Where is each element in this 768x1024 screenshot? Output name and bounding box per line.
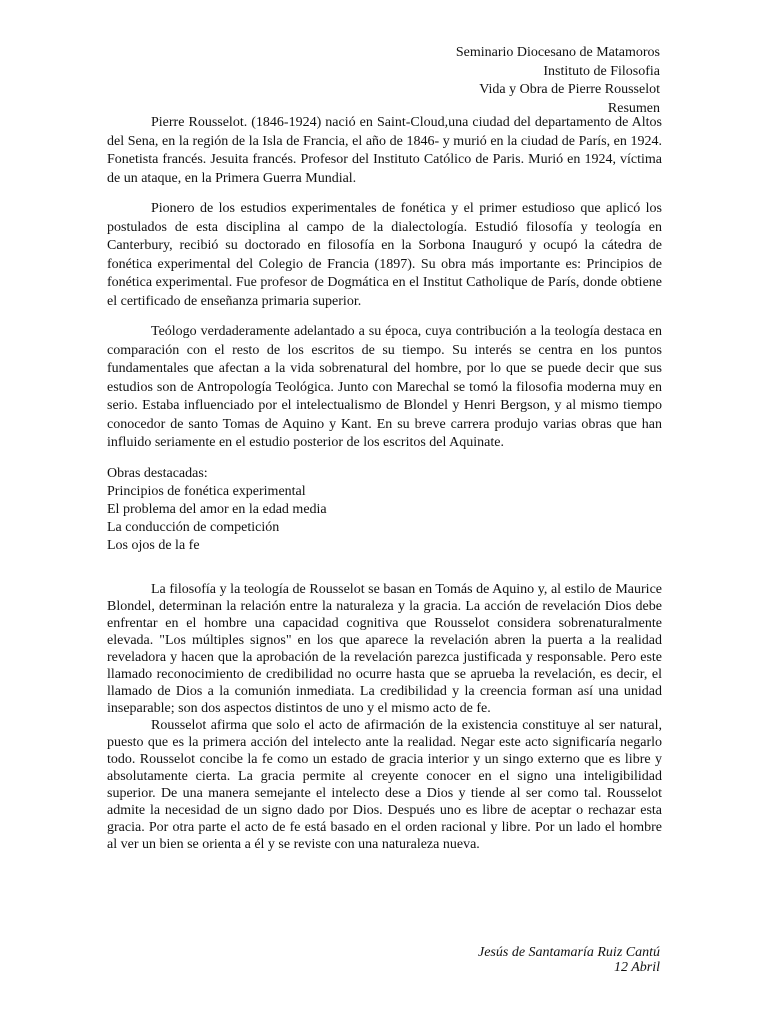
header-seminary: Seminario Diocesano de Matamoros [455, 45, 660, 60]
document-body [107, 114, 662, 853]
work-item: El problema del amor en la edad media [107, 501, 327, 517]
header-summary-label: Resumen [607, 100, 660, 116]
notable-works-list [107, 465, 662, 555]
paragraph-phonetics: Pionero de los estudios experimentales de fonética y el primer estudioso que aplicó los postulados de esta disciplina al campo de la dialectología. Estudió filosofía y teología en Canterbury, recibió su doctorado en filosofía en la Sorbona Inauguró y ocupó la cátedra de fonética experimental del Colegio de Francia (1897). Su obra más importante es: Principios de fonética experimental. Fue profesor de Dogmática en el Institut Catholique de París, donde obtiene el certificado de enseñanza primaria superior. [107, 201, 662, 309]
document-footer [478, 945, 660, 975]
work-item: Los ojos de la fe [107, 537, 200, 553]
document-header [456, 44, 660, 118]
header-institute: Instituto de Filosofia [543, 63, 660, 79]
paragraph-theology: Teólogo verdaderamente adelantado a su época, cuya contribución a la teología destaca en comparación con el resto de los escritos de su tiempo. Su interés se centra en los puntos fundamentales que afectan a la vida sobrenatural del hombre, por lo que se puede decir que sus estudios son de Antropología Teológica. Junto con Marechal se tomó la filosofia moderna muy en serio. Estaba influenciado por el intelectualismo de Blondel y Henri Bergson, y al mismo tiempo conocedor de santo Tomas de Aquino y Kant. En su breve carrera produjo varias obras que han influido seriamente en el estudio posterior de los escritos del Aquinate. [107, 324, 662, 450]
header-title: Vida y Obra de Pierre Rousselot [479, 82, 660, 97]
paragraph-philosophy: La filosofía y la teología de Rousselot se basan en Tomás de Aquino y, al estilo de Maurice Blondel, determinan la relación entre la naturaleza y la gracia. La acción de revelación Dios debe enfrentar en el hombre una capacidad cognitiva que Rousselot considera sobrenaturalmente elevada. "Los múltiples signos" en los que aparece la revelación abren la puerta a la realidad reveladora y hacen que la aprobación de la revelación parezca justificada y responsable. Pero este llamado reconocimiento de credibilidad no ocurre hasta que se aprueba la revelación, es decir, el llamado de Dios a la comunión inmediata. La credibilidad y la creencia forman así una unidad inseparable; son dos aspectos distintos de uno y el mismo acto de fe. [107, 581, 662, 716]
work-item: Principios de fonética experimental [107, 483, 306, 499]
paragraph-biography: Pierre Rousselot. (1846-1924) nació en Saint-Cloud,una ciudad del departamento de Altos del Sena, en la región de la Isla de Francia, el año de 1846- y murió en la ciudad de París, en 1924. Fonetista francés. Jesuita francés. Profesor del Instituto Católico de Paris. Murió en 1924, víctima de un ataque, en la Primera Guerra Mundial. [107, 115, 662, 186]
footer-date: 12 Abril [613, 960, 660, 975]
work-item: La conducción de competición [107, 519, 280, 535]
paragraph-faith: Rousselot afirma que solo el acto de afirmación de la existencia constituye al ser natural, puesto que es la primera acción del intelecto ante la realidad. Negar este acto significaría negarlo todo. Rousselot concibe la fe como un estado de gracia interior y un singo externo que es libre y absolutamente cierta. La gracia permite al creyente conocer en el signo una inteligibilidad superior. De una manera semejante el intelecto dese a Dios y tiende al ser como tal. Rousselot admite la necesidad de un signo dado por Dios. Después uno es libre de aceptar o rechazar esta gracia. Por otra parte el acto de fe está basado en el orden racional y libre. Por un lado el hombre al ver un bien se orienta a él y se reviste con una naturaleza nueva. [107, 717, 662, 852]
notable-works-title: Obras destacadas: [107, 465, 208, 481]
footer-author: Jesús de Santamaría Ruiz Cantú [478, 945, 660, 960]
